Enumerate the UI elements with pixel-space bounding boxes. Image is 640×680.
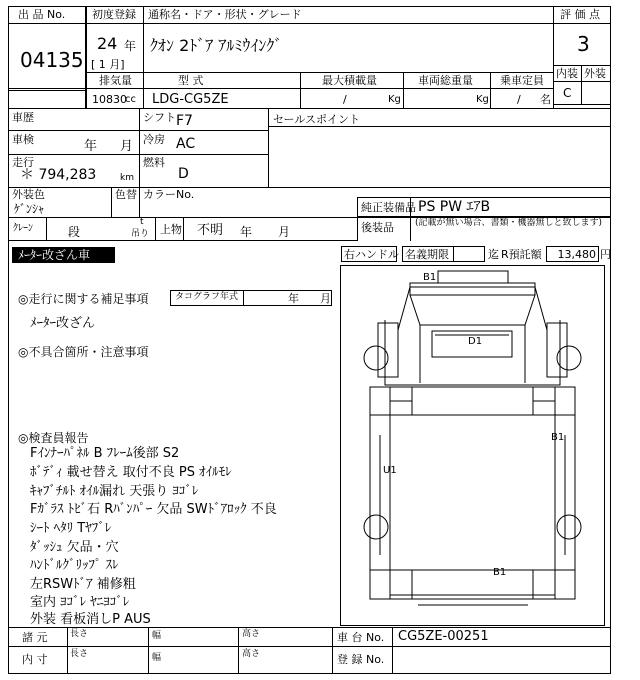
title-label: 名義期限: [405, 248, 449, 261]
first-reg-label: 初度登録: [92, 8, 136, 21]
r-deposit-label: R預託額: [501, 248, 542, 261]
tachograph-label: タコグラフ年式: [175, 292, 239, 302]
max-load-label: 最大積載量: [322, 74, 377, 87]
reg-no-label: 登 録 No.: [337, 653, 385, 666]
model-code: LDG-CG5ZE: [152, 92, 229, 107]
dims-length-label: 長さ: [70, 629, 89, 639]
mileage-label: 走行: [12, 156, 34, 169]
dims-height-label: 高さ: [242, 629, 261, 639]
list-item: Fｶﾞﾗｽ ﾄﾋﾞ石 Rﾊﾞﾝﾊﾟｰ 欠品 SWﾄﾞｱﾛｯｸ 不良: [30, 502, 277, 517]
lot-label: 出 品 No.: [18, 8, 66, 21]
upper-month: 月: [278, 225, 291, 239]
ac-label: 冷房: [143, 133, 165, 146]
title-value-cell: [453, 246, 485, 262]
inspection-month: 月: [120, 139, 134, 154]
interior-label: 内装: [556, 67, 578, 80]
damage-mark-u1: U1: [383, 465, 397, 476]
tachograph-month: 月: [320, 292, 331, 305]
yen-unit: 円: [600, 248, 611, 261]
color-no-label: カラーNo.: [143, 188, 195, 201]
chassis-value: CG5ZE-00251: [398, 629, 489, 644]
exterior-grade-cell: [581, 81, 611, 105]
upper-year: 年: [240, 225, 253, 239]
list-item: ｼｰﾄ ﾍﾀﾘ Tﾔﾌﾞﾚ: [30, 521, 112, 536]
inner-height-label: 高さ: [242, 649, 261, 659]
chassis-label: 車 台 No.: [337, 631, 385, 644]
running-notes-label: ◎走行に関する補足事項: [18, 292, 149, 306]
fuel-value: D: [178, 166, 189, 182]
color-row: [8, 187, 611, 218]
dims-width-label: 幅: [152, 631, 162, 641]
shift-value: F7: [176, 113, 193, 129]
list-item: ﾀﾞｯｼｭ 欠品・穴: [30, 540, 119, 555]
stage-label: 段: [68, 225, 81, 239]
tachograph-year: 年: [288, 292, 299, 305]
list-item: 外装 看板消しP AUS: [30, 612, 151, 627]
genuine-equip-value: PS PW ｴｱB: [418, 199, 491, 215]
capacity-label: 乗車定員: [500, 74, 544, 87]
ext-color-label: 外装色: [12, 188, 45, 201]
damage-mark-b1-right: B1: [551, 432, 565, 443]
list-item: ｷｬﾌﾞﾁﾙﾄ ｵｲﾙ漏れ 天張り ﾖｺﾞﾚ: [30, 484, 199, 499]
mileage-value: ＊ 794,283: [20, 167, 97, 183]
lot-lower-left: [8, 88, 86, 109]
displacement-label: 排気量: [99, 74, 132, 87]
list-item: Fｲﾝﾅｰﾊﾟﾈﾙ B ﾌﾚｰﾑ後部 S2: [30, 446, 180, 461]
spec-header-row: [86, 72, 554, 89]
tonnage-label: t: [140, 217, 144, 227]
score-value: 3: [577, 32, 590, 56]
list-item: 室内 ﾖｺﾞﾚ ﾔﾆﾖｺﾞﾚ: [30, 595, 130, 610]
crane-label: ｸﾚｰﾝ: [13, 223, 33, 234]
inner-width-label: 幅: [152, 653, 162, 663]
title-mark: 迄: [488, 248, 499, 261]
model-label: 通称名・ドア・形状・グレード: [148, 8, 302, 21]
list-item: 左RSWﾄﾞｱ 補修粗: [30, 577, 136, 592]
upper-value: 不明: [197, 223, 224, 238]
lot-number: 04135: [20, 48, 84, 72]
max-load-unit: Kg: [388, 94, 401, 105]
damage-mark-b1-top: B1: [423, 272, 437, 283]
inner-length-label: 長さ: [70, 649, 89, 659]
inspection-year: 年: [84, 139, 98, 154]
sales-points-label: セールスポイント: [273, 113, 361, 126]
score-label: 評 価 点: [560, 8, 600, 21]
reg-year-unit: 年: [124, 39, 137, 53]
history-label: 車歴: [12, 111, 34, 124]
model-name: ｸｵﾝ 2ﾄﾞｱ ｱﾙﾐｳｲﾝｸﾞ: [150, 36, 283, 55]
damage-mark-d1: D1: [468, 336, 483, 347]
defects-label: ◎不具合箇所・注意事項: [18, 345, 149, 359]
max-load-slash: /: [343, 93, 347, 106]
right-handle-label: 右ハンドル: [344, 248, 399, 261]
inspector-label: ◎検査員報告: [18, 431, 89, 445]
list-item: ﾊﾝﾄﾞﾙｸﾞﾘｯﾌﾟ ｽﾚ: [30, 558, 119, 573]
damage-mark-b1-bottom: B1: [493, 567, 507, 578]
capacity-unit: 名: [540, 93, 551, 106]
ext-color-value: ｹﾞﾝｼｬ: [14, 202, 45, 216]
ac-value: AC: [176, 136, 196, 152]
gross-weight-label: 車両総重量: [418, 74, 473, 87]
exterior-label: 外装: [584, 67, 606, 80]
inner-label: 内 寸: [22, 653, 48, 666]
hanging-label: 吊り: [131, 229, 150, 239]
odometer-tamper-text: ﾒｰﾀｰ改ざん車: [18, 248, 91, 262]
footer-block: [8, 627, 611, 674]
shift-label: シフト: [143, 111, 176, 124]
running-note-text: ﾒｰﾀｰ改ざん: [30, 316, 96, 331]
displacement-unit: cc: [125, 94, 136, 105]
gross-weight-unit: Kg: [476, 94, 489, 105]
inspection-label: 車検: [12, 133, 34, 146]
mileage-unit: km: [120, 173, 134, 183]
reg-year: 24: [97, 34, 118, 53]
list-item: ﾎﾞﾃﾞｨ 載せ替え 取付不良 PS ｵｲﾙﾓﾚ: [30, 465, 232, 480]
aftermarket-label: 後装品: [361, 221, 394, 234]
reg-month: [ 1 月]: [91, 58, 125, 71]
truck-diagram: [340, 265, 605, 626]
color-code-label: 色替: [115, 188, 137, 201]
r-deposit-value: 13,480: [557, 248, 596, 261]
upper-label: 上物: [160, 223, 182, 236]
capacity-slash: /: [517, 93, 521, 106]
genuine-equip-label: 純正装備品: [361, 201, 416, 214]
interior-grade: C: [563, 86, 572, 100]
displacement-value: 10830: [92, 93, 127, 106]
model-code-label: 型 式: [178, 74, 204, 87]
dims-label: 諸 元: [22, 631, 48, 644]
fuel-label: 燃料: [143, 156, 165, 169]
aftermarket-note: (記載が無い場合、書類・機器無しと致します): [415, 218, 603, 228]
